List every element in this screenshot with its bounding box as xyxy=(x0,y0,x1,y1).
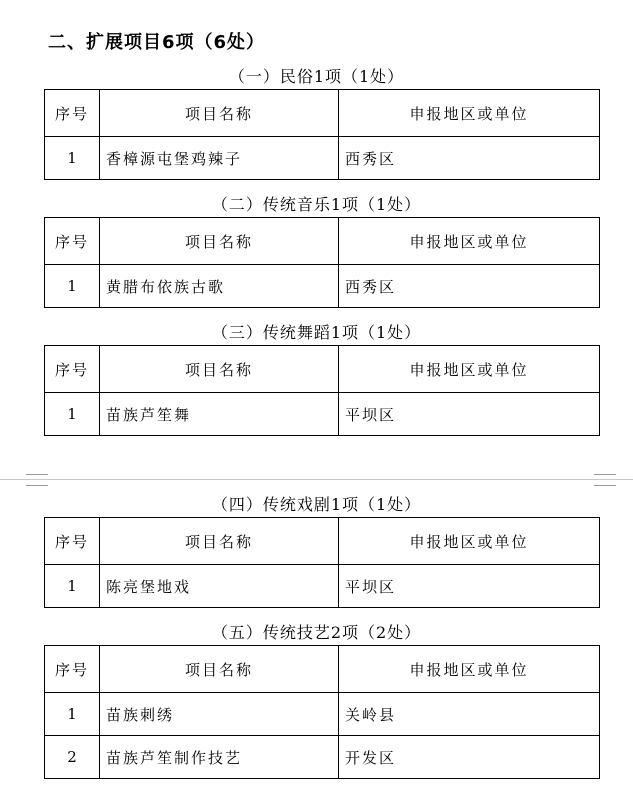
row-number: 1 xyxy=(45,565,100,608)
table-row xyxy=(45,265,600,308)
traditional-music-table xyxy=(44,217,600,308)
table-row xyxy=(45,137,600,180)
page-corner-marker-right xyxy=(594,474,616,486)
row-number: 2 xyxy=(45,736,100,779)
row-unit: 平坝区 xyxy=(339,393,600,436)
row-number: 1 xyxy=(45,393,100,436)
page-break-line xyxy=(0,479,633,480)
header-number: 序号 xyxy=(45,90,100,137)
table-row xyxy=(45,693,600,736)
row-number: 1 xyxy=(45,137,100,180)
header-number: 序号 xyxy=(45,218,100,265)
header-unit: 申报地区或单位 xyxy=(339,90,600,137)
row-number: 1 xyxy=(45,693,100,736)
row-number: 1 xyxy=(45,265,100,308)
row-project-name: 陈亮堡地戏 xyxy=(100,565,339,608)
row-unit: 平坝区 xyxy=(339,565,600,608)
header-number: 序号 xyxy=(45,346,100,393)
row-project-name: 苗族刺绣 xyxy=(100,693,339,736)
table-row xyxy=(45,565,600,608)
table-row xyxy=(45,736,600,779)
row-unit: 西秀区 xyxy=(339,265,600,308)
traditional-drama-table xyxy=(44,517,600,608)
document-heading: 二、扩展项目6项（6处） xyxy=(48,32,266,53)
table-row xyxy=(45,393,600,436)
traditional-dance-table xyxy=(44,345,600,436)
header-unit: 申报地区或单位 xyxy=(339,518,600,565)
header-project-name: 项目名称 xyxy=(100,346,339,393)
header-number: 序号 xyxy=(45,646,100,693)
section-title-traditional-craft: （五）传统技艺2项（2处） xyxy=(211,623,422,642)
table-header-row xyxy=(45,518,600,565)
row-unit: 西秀区 xyxy=(339,137,600,180)
folk-custom-table xyxy=(44,89,600,180)
header-project-name: 项目名称 xyxy=(100,646,339,693)
table-header-row xyxy=(45,346,600,393)
row-project-name: 苗族芦笙制作技艺 xyxy=(100,736,339,779)
header-number: 序号 xyxy=(45,518,100,565)
table-header-row xyxy=(45,90,600,137)
traditional-craft-table xyxy=(44,645,600,779)
page-break xyxy=(0,474,633,484)
header-project-name: 项目名称 xyxy=(100,90,339,137)
header-project-name: 项目名称 xyxy=(100,218,339,265)
section-title-traditional-dance: （三）传统舞蹈1项（1处） xyxy=(211,323,422,342)
page-corner-marker-left xyxy=(26,474,48,486)
section-title-traditional-music: （二）传统音乐1项（1处） xyxy=(211,195,422,214)
section-title-traditional-drama: （四）传统戏剧1项（1处） xyxy=(211,495,422,514)
row-project-name: 苗族芦笙舞 xyxy=(100,393,339,436)
row-unit: 开发区 xyxy=(339,736,600,779)
header-unit: 申报地区或单位 xyxy=(339,346,600,393)
table-header-row xyxy=(45,646,600,693)
header-unit: 申报地区或单位 xyxy=(339,646,600,693)
header-unit: 申报地区或单位 xyxy=(339,218,600,265)
row-project-name: 黄腊布依族古歌 xyxy=(100,265,339,308)
row-project-name: 香樟源屯堡鸡辣子 xyxy=(100,137,339,180)
header-project-name: 项目名称 xyxy=(100,518,339,565)
row-unit: 关岭县 xyxy=(339,693,600,736)
table-header-row xyxy=(45,218,600,265)
section-title-folk-custom: （一）民俗1项（1处） xyxy=(228,67,405,86)
